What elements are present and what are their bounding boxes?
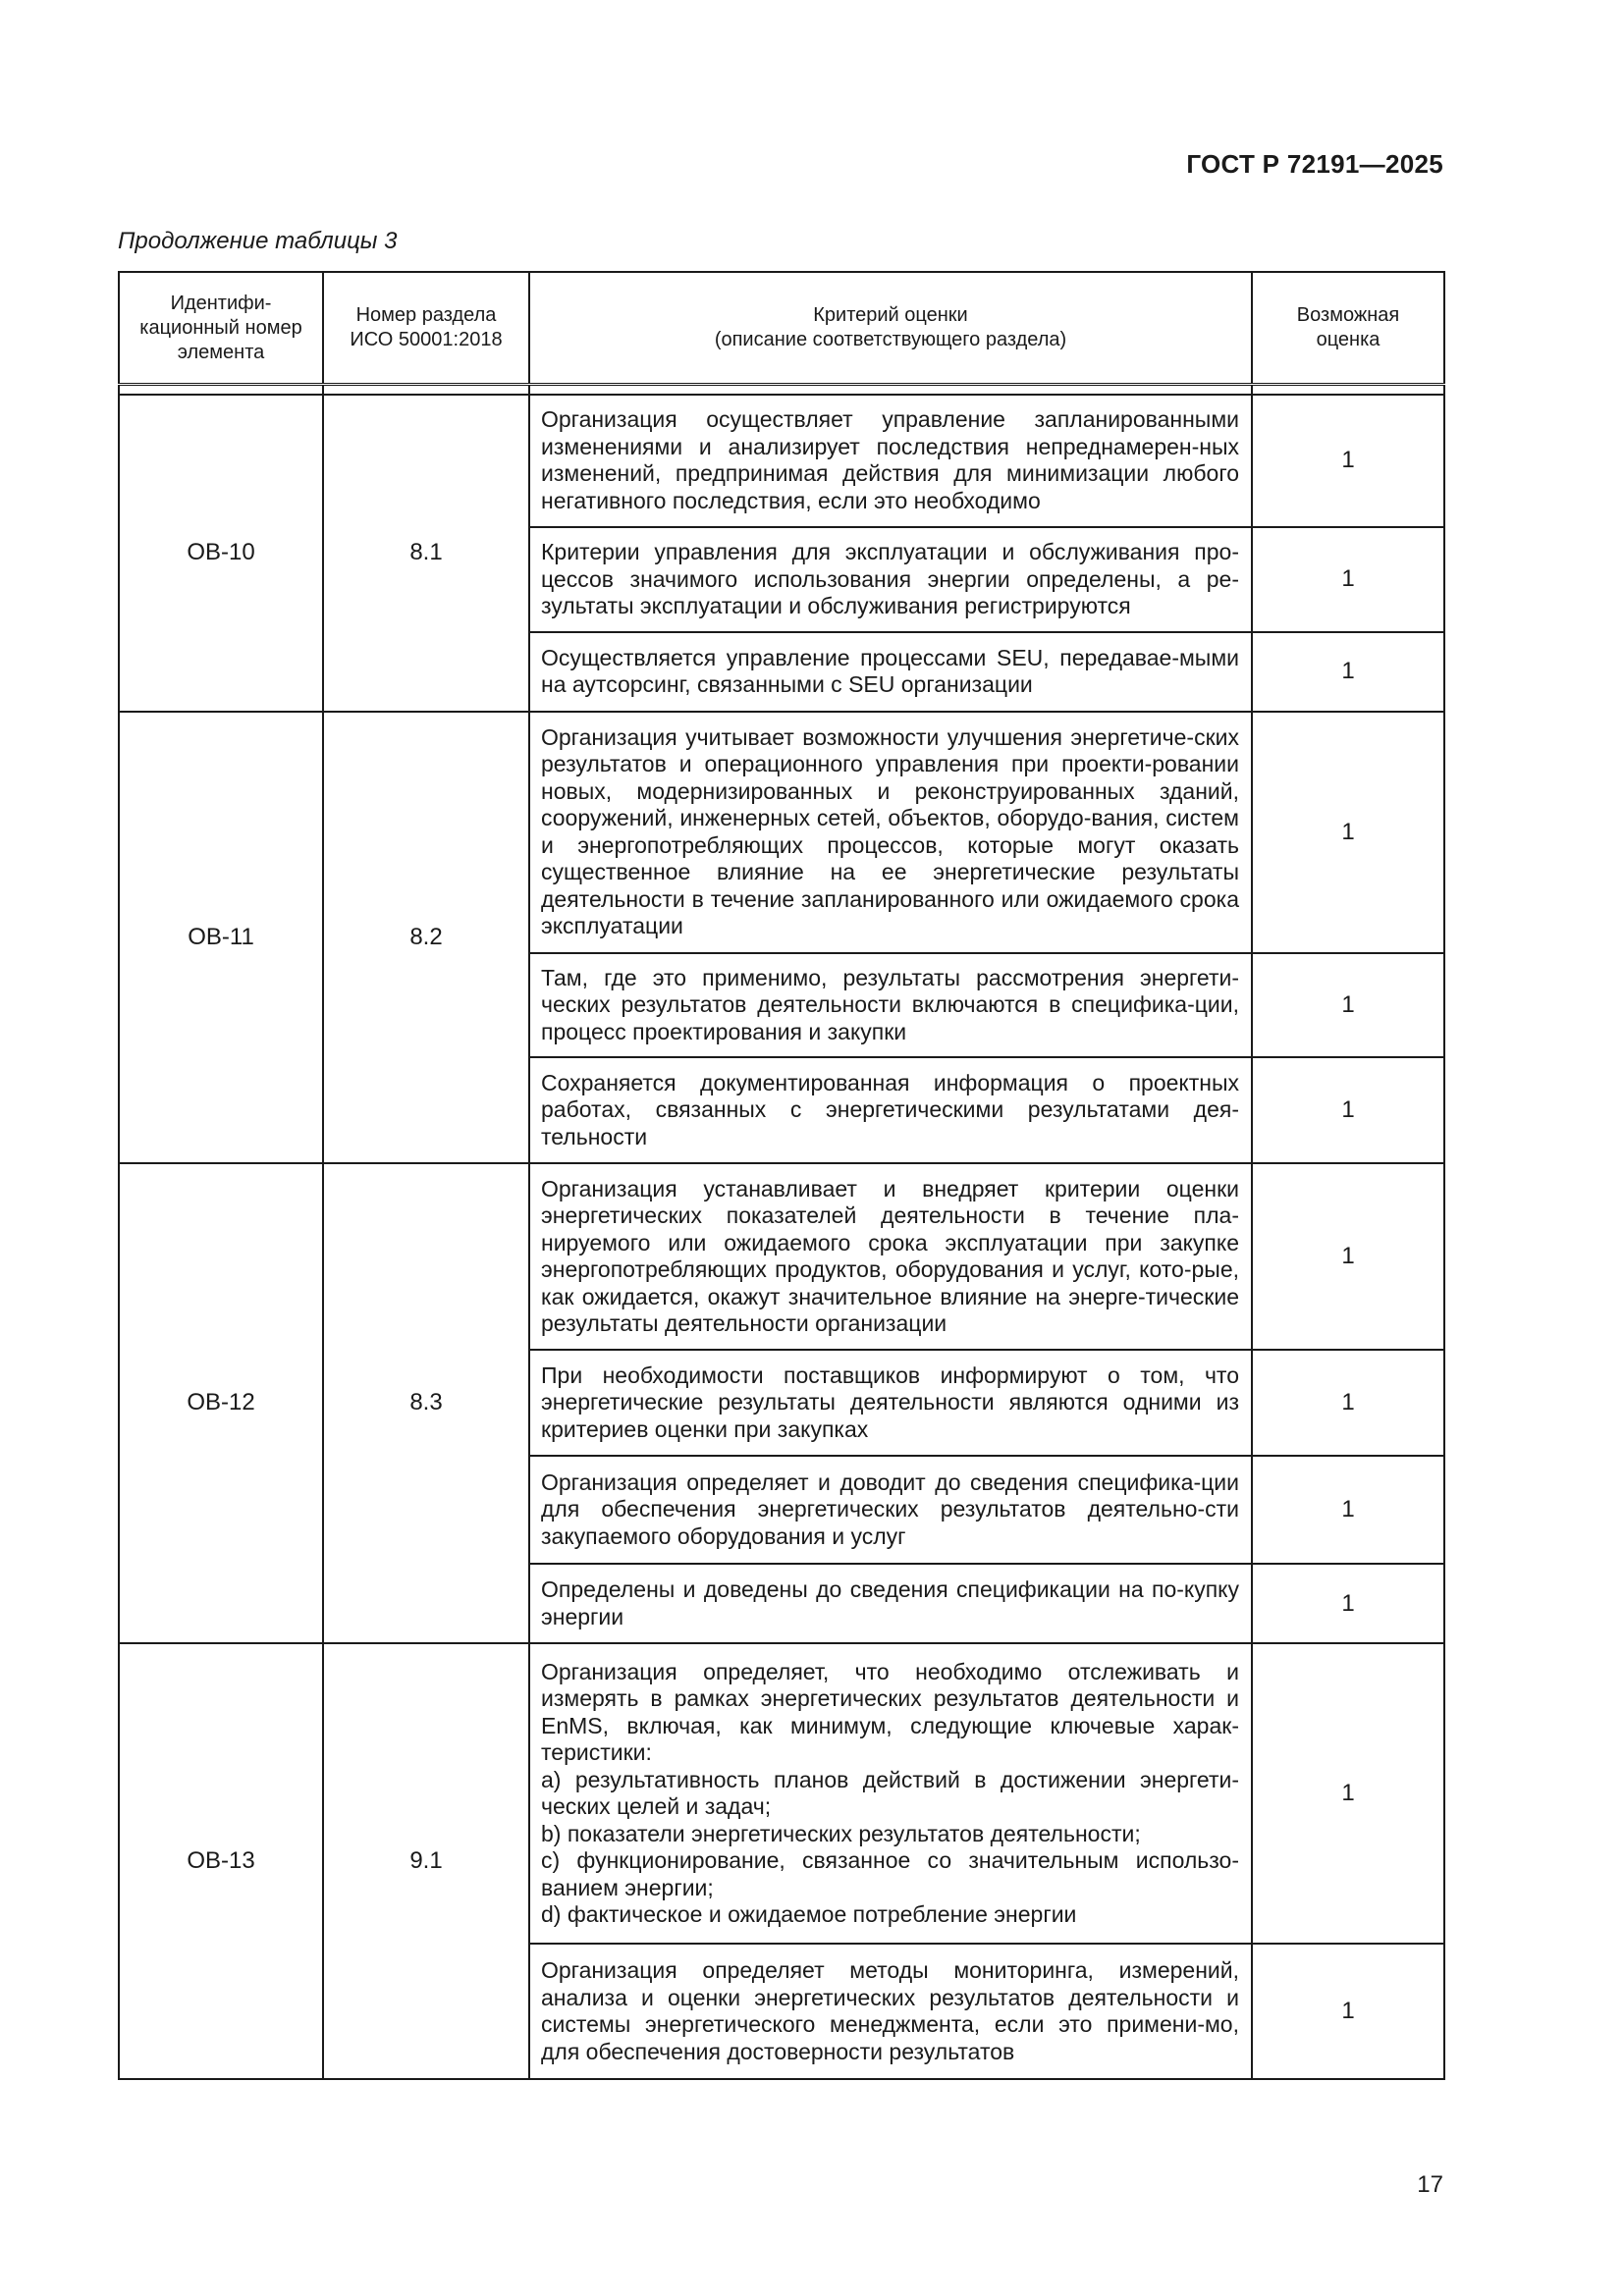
score-value: 1 <box>1252 527 1444 632</box>
criterion-text: Организация осуществляет управление запланированными изменениями и анализирует последствия непреднамерен-ных изменений, предпринимая действия для минимизации любого негативного последствия, если это необходимо <box>529 395 1252 527</box>
score-value: 1 <box>1252 712 1444 953</box>
criterion-text: Определены и доведены до сведения спецификации на по-купку энергии <box>529 1564 1252 1642</box>
criterion-text: При необходимости поставщиков информируют о том, что энергетические результаты деятельности являются одними из критериев оценки при закупках <box>529 1350 1252 1455</box>
column-header-score: Возможная оценка <box>1252 272 1444 385</box>
score-value: 1 <box>1252 1057 1444 1162</box>
list-item: d) фактическое и ожидаемое потребление энергии <box>541 1901 1077 1928</box>
standard-designation: ГОСТ Р 72191—2025 <box>1186 149 1443 179</box>
list-item: a) результативность планов действий в достижении энергети-ческих целей и задач; <box>541 1766 1239 1820</box>
table-row <box>119 712 1444 953</box>
iso-section: 8.2 <box>323 712 529 1163</box>
score-value: 1 <box>1252 632 1444 711</box>
element-id: ОВ-13 <box>119 1643 323 2079</box>
criterion-text: Организация устанавливает и внедряет критерии оценки энергетических показателей деятельности в течение пла-нируемого или ожидаемого срока эксплуатации при закупке энергопотребляющих продуктов, оборудования и услуг, кото-рые, как ожидается, окажут значительное влияние на энерге-тические результаты деятельности организации <box>529 1163 1252 1351</box>
criterion-text: Там, где это применимо, результаты рассмотрения энергети-ческих результатов деятельности включаются в специфика-ции, процесс проектирования и закупки <box>529 953 1252 1057</box>
list-item: c) функционирование, связанное со значительным использо-ванием энергии; <box>541 1847 1239 1900</box>
criterion-text: Организация учитывает возможности улучшения энергетиче-ских результатов и операционного управления при проекти-ровании новых, модернизированных и реконструированных зданий, сооружений, инженерных сетей, объектов, оборудо-вания, систем и энергопотребляющих процессов, которые могут оказать существенное влияние на ее энергетические результаты деятельности в течение запланированного или ожидаемого срока эксплуатации <box>529 712 1252 953</box>
header-separator <box>119 385 1444 396</box>
criterion-text: Осуществляется управление процессами SEU, передавае-мыми на аутсорсинг, связанными с SEU организации <box>529 632 1252 711</box>
column-header-criterion: Критерий оценки (описание соответствующего раздела) <box>529 272 1252 385</box>
table-row <box>119 1163 1444 1351</box>
iso-section: 9.1 <box>323 1643 529 2079</box>
element-id: ОВ-12 <box>119 1163 323 1643</box>
iso-section: 8.3 <box>323 1163 529 1643</box>
score-value: 1 <box>1252 1456 1444 1565</box>
score-value: 1 <box>1252 395 1444 527</box>
column-header-id: Идентифи- кационный номер элемента <box>119 272 323 385</box>
score-value: 1 <box>1252 1350 1444 1455</box>
column-header-section: Номер раздела ИСО 50001:2018 <box>323 272 529 385</box>
element-id: ОВ-11 <box>119 712 323 1163</box>
score-value: 1 <box>1252 1643 1444 1944</box>
criterion-intro: Организация определяет, что необходимо отслеживать и измерять в рамках энергетических результатов деятельности и EnMS, включая, как минимум, следующие ключевые харак-теристики: <box>541 1658 1239 1766</box>
table-caption: Продолжение таблицы 3 <box>118 228 398 254</box>
criterion-text <box>529 1643 1252 1944</box>
table-row <box>119 395 1444 527</box>
criterion-text: Организация определяет методы мониторинга, измерений, анализа и оценки энергетических результатов деятельности и системы энергетического менеджмента, если это примени-мо, для обеспечения достоверности результатов <box>529 1944 1252 2079</box>
element-id: ОВ-10 <box>119 395 323 711</box>
assessment-table <box>118 271 1445 2080</box>
iso-section: 8.1 <box>323 395 529 711</box>
criterion-text: Организация определяет и доводит до сведения специфика-ции для обеспечения энергетических результатов деятельно-сти закупаемого оборудования и услуг <box>529 1456 1252 1565</box>
criterion-text: Сохраняется документированная информация о проектных работах, связанных с энергетическими результатами дея-тельности <box>529 1057 1252 1162</box>
table-row <box>119 1643 1444 1944</box>
criterion-text: Критерии управления для эксплуатации и обслуживания про-цессов значимого использования энергии определены, а ре-зультаты эксплуатации и обслуживания регистрируются <box>529 527 1252 632</box>
table-header-row <box>119 272 1444 385</box>
score-value: 1 <box>1252 1944 1444 2079</box>
list-item: b) показатели энергетических результатов деятельности; <box>541 1820 1141 1846</box>
score-value: 1 <box>1252 953 1444 1057</box>
score-value: 1 <box>1252 1163 1444 1351</box>
score-value: 1 <box>1252 1564 1444 1642</box>
page-number: 17 <box>1417 2171 1443 2198</box>
